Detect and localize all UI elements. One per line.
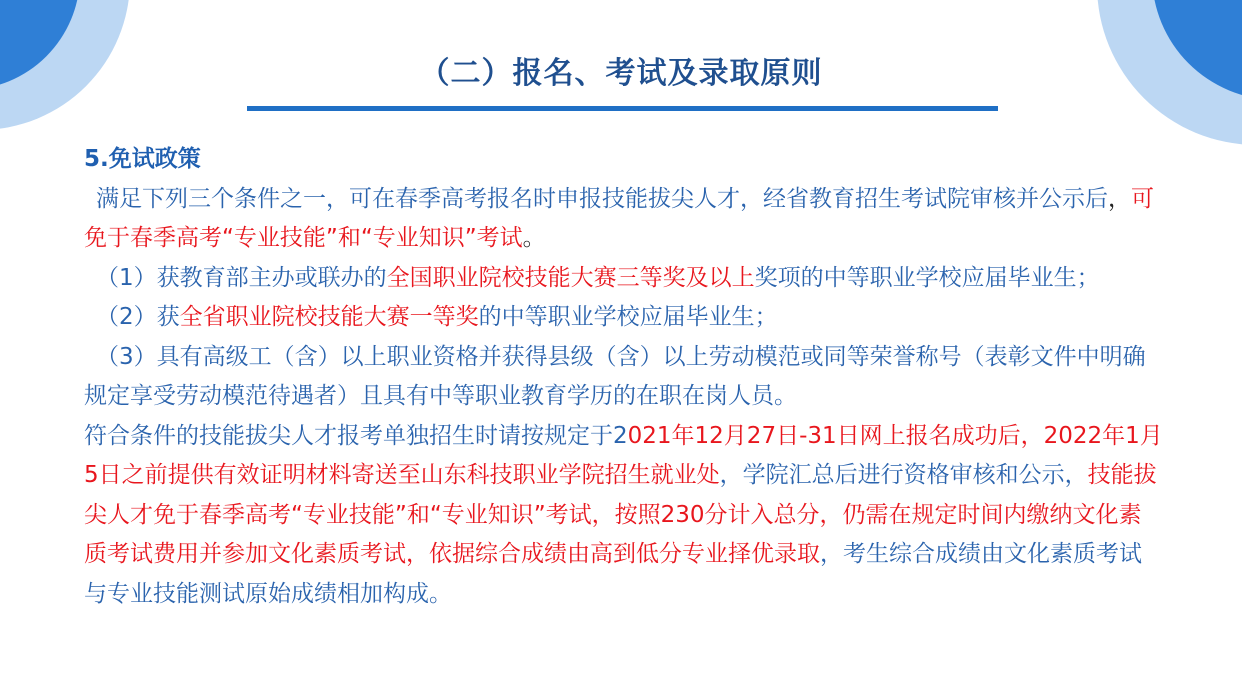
paragraph-registration — [84, 417, 1164, 615]
item1-highlight: 全国职业院校技能大赛三等奖及以上 — [386, 264, 755, 291]
item2-highlight: 全省职业院校技能大赛一等奖 — [179, 304, 479, 330]
title-underline — [247, 106, 998, 111]
condition-item-2 — [84, 298, 1164, 338]
item1-text-end: 奖项的中等职业学校应届毕业生； — [754, 264, 1100, 291]
conditions-text: 满足下列三个条件之一，可在春季高考报名时申报技能拔尖人才，经省教育招生考试院审核并公示后 — [96, 185, 1108, 212]
item1-text-start: （1）获教育部主办或联办的 — [96, 264, 387, 291]
condition-item-3 — [84, 338, 1164, 417]
registration-text-end: ，考生综合成绩由文化素质考试与专业技能测试原始成绩相加构成。 — [84, 541, 1142, 607]
item3-text: （3）具有高级工（含）以上职业资格并获得县级（含）以上劳动模范或同等荣誉称号（表彰文件中明确规定享受劳动模范待遇者）且具有中等职业教育学历的在职在岗人员。 — [84, 343, 1146, 409]
item2-text-end: 的中等职业学校应届毕业生； — [478, 304, 778, 330]
paragraph-conditions — [84, 180, 1164, 259]
registration-text-start: 符合条件的技能拔尖人才报考单独招生时请按规定于2 — [84, 422, 628, 449]
slide-title: （二）报名、考试及录取原则 — [419, 56, 823, 91]
conditions-exemption-highlight: 可免于春季高考“专业技能”和“专业知识”考试 — [84, 185, 1154, 251]
conditions-comma: ， — [1108, 185, 1131, 212]
conditions-period: 。 — [522, 225, 546, 251]
slide-content — [84, 140, 1164, 614]
registration-scoring-highlight: 技能拔尖人才免于春季高考“专业技能”和“专业知识”考试，按照230分计入总分，仍需在规定时间内缴纳文化素质考试费用并参加文化素质考试，依据综合成绩由高到低分专业择优录取 — [84, 462, 1157, 567]
item2-text-start: （2）获 — [96, 304, 180, 330]
section-heading: 5.免试政策 — [84, 146, 201, 172]
registration-dates-highlight: 021年12月27日-31日网上报名成功后，2022年1月5日之前提供有效证明材料寄送至山东科技职业学院招生就业处 — [84, 422, 1163, 488]
registration-review-text: ，学院汇总后进行资格审核和公示， — [719, 462, 1088, 488]
condition-item-1 — [84, 259, 1164, 299]
